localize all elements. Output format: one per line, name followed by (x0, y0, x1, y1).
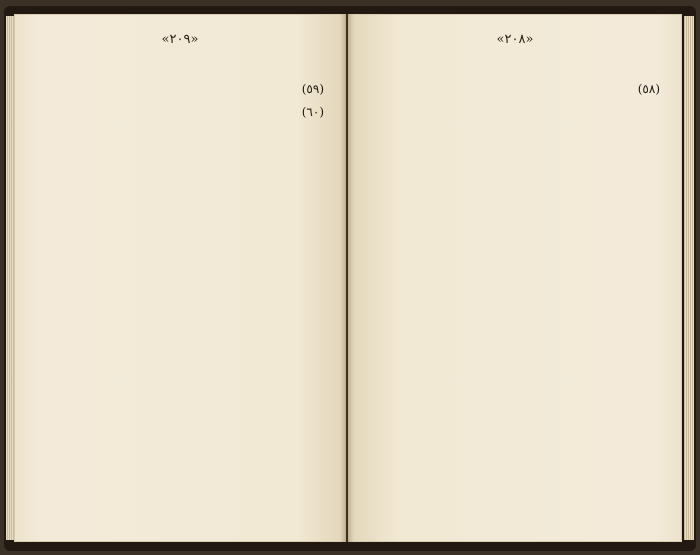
left-page-number: «٢٠٩» (161, 32, 199, 47)
right-page-number: «٢٠٨» (496, 32, 534, 47)
paragraph-marker: (٦٠) (301, 105, 324, 120)
paragraph-marker: (٥٩) (301, 81, 324, 96)
right-paragraph-1 (370, 56, 660, 76)
left-paragraph-3 (36, 103, 324, 123)
right-page-text (370, 56, 660, 524)
left-paragraph-1 (36, 56, 324, 76)
left-page-text (36, 56, 324, 524)
book-gutter (340, 14, 354, 542)
right-page-edges (684, 16, 694, 540)
left-page (14, 14, 346, 542)
left-paragraph-2 (36, 80, 324, 100)
left-paragraph-4 (36, 127, 324, 147)
paragraph-marker: (٥٨) (637, 81, 660, 96)
right-paragraph-2 (370, 80, 660, 100)
right-page (348, 14, 682, 542)
